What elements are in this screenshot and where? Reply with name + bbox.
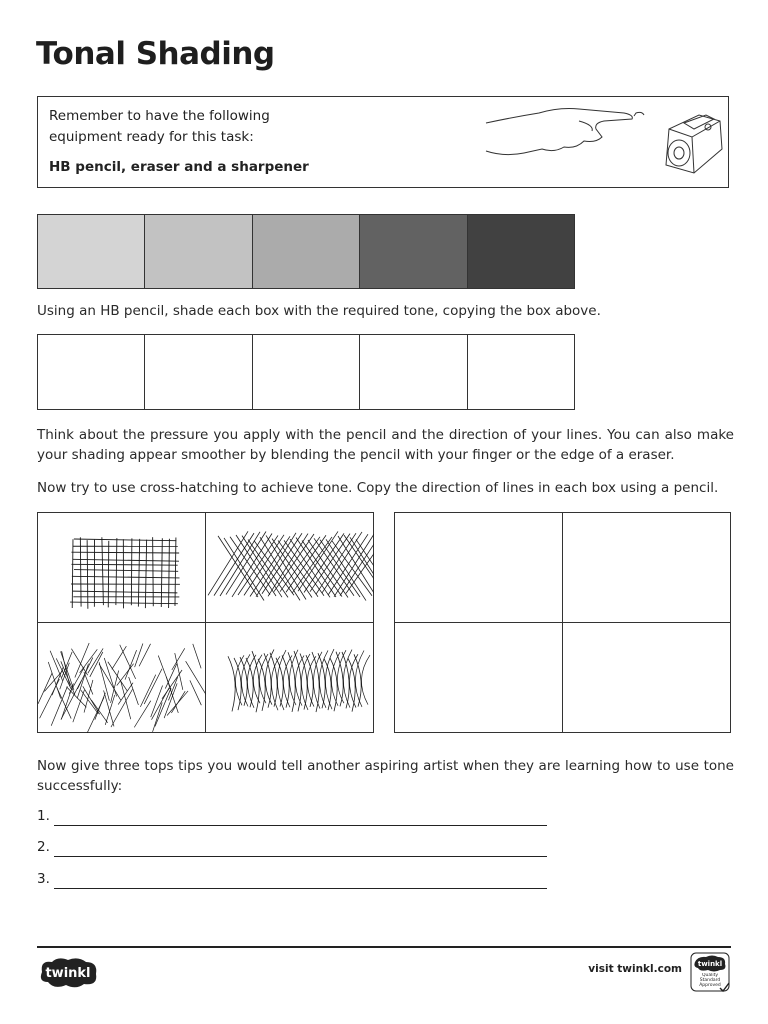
- tone-swatch-3: [253, 215, 360, 288]
- tip-number: 2.: [37, 839, 50, 855]
- tip-3: [37, 871, 557, 891]
- footer-divider: [37, 946, 731, 948]
- tone-swatch-2: [145, 215, 252, 288]
- tip-answer-line[interactable]: [54, 888, 547, 889]
- quality-badge: [690, 952, 732, 994]
- badge-text: Quality Standard Approved: [699, 973, 721, 988]
- shading-box-5[interactable]: [468, 335, 574, 409]
- tip-answer-line[interactable]: [54, 856, 547, 857]
- page-title: Tonal Shading: [36, 36, 275, 72]
- hatch-example-diagonal: [206, 513, 374, 623]
- shade-instruction: Using an HB pencil, shade each box with the required tone, copying the box above.: [37, 303, 601, 319]
- crosshatch-box-2[interactable]: [563, 513, 731, 623]
- equipment-items: HB pencil, eraser and a sharpener: [49, 159, 309, 175]
- hatch-example-grid: [38, 513, 206, 623]
- tip-2: [37, 839, 557, 859]
- crosshatch-box-4[interactable]: [563, 623, 731, 733]
- equipment-line-1: Remember to have the following: [49, 108, 270, 124]
- equipment-box: [37, 96, 729, 188]
- tip-answer-line[interactable]: [54, 825, 547, 826]
- shading-box-3[interactable]: [253, 335, 360, 409]
- shading-box-1[interactable]: [38, 335, 145, 409]
- hatch-example-dense: [38, 623, 206, 733]
- crosshatch-examples: [37, 512, 374, 733]
- tone-swatch-1: [38, 215, 145, 288]
- tips-instruction: Now give three tops tips you would tell another aspiring artist when they are learning how to use tone successfully:: [37, 758, 734, 794]
- pressure-paragraph: Think about the pressure you apply with the pencil and the direction of your lines. You can also make your shading appear smoother by blending the pencil with your finger or the edge of a eraser.: [37, 427, 734, 463]
- crosshatch-instruction: Now try to use cross-hatching to achieve tone. Copy the direction of lines in each box using a pencil.: [37, 480, 719, 496]
- crosshatch-box-1[interactable]: [395, 513, 563, 623]
- shading-practice-row: [37, 334, 575, 410]
- shading-box-4[interactable]: [360, 335, 467, 409]
- crosshatch-practice: [394, 512, 731, 733]
- tone-swatch-4: [360, 215, 467, 288]
- equipment-line-2: equipment ready for this task:: [49, 129, 254, 145]
- crosshatch-box-3[interactable]: [395, 623, 563, 733]
- hatch-example-curved: [206, 623, 374, 733]
- badge-brand: twinkl: [697, 960, 723, 968]
- tip-number: 1.: [37, 808, 50, 824]
- shading-box-2[interactable]: [145, 335, 252, 409]
- twinkl-logo-text: twinkl: [45, 966, 91, 981]
- twinkl-logo[interactable]: [36, 954, 100, 990]
- tone-swatches: [37, 214, 575, 289]
- tip-number: 3.: [37, 871, 50, 887]
- tip-1: [37, 808, 557, 828]
- hand-sharpener-illustration: [484, 101, 724, 185]
- tone-swatch-5: [468, 215, 574, 288]
- visit-link[interactable]: visit twinkl.com: [588, 963, 682, 975]
